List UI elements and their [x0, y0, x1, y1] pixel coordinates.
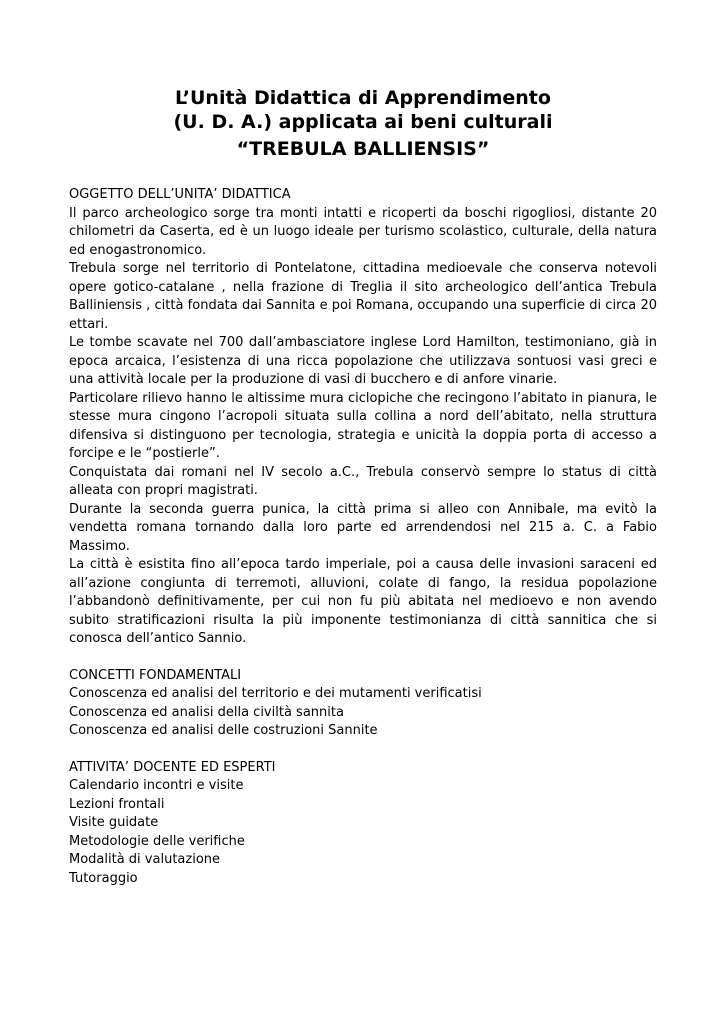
section-heading-concetti: CONCETTI FONDAMENTALI — [69, 667, 242, 683]
paragraph: La città è esistita fino all’epoca tardo imperiale, poi a causa delle invasioni saraceni ed all’azione congiunta di terremoti, alluvioni, colate di fango, la residua popolazione l’abbandonò definitivamente, per cui non fu più abitata nel medioevo e non avendo subito stratificazioni risulta la più imponente testimonianza di città sannitica che si conosca dell’antico Sannio. — [69, 557, 657, 646]
title-line-3: “TREBULA BALLIENSIS” — [236, 138, 490, 160]
list-item: Tutoraggio — [69, 870, 138, 886]
section-heading-oggetto: OGGETTO DELL’UNITA’ DIDATTICA — [69, 187, 291, 202]
section-heading-attivita: ATTIVITA’ DOCENTE ED ESPERTI — [69, 759, 276, 775]
list-item: Visite guidate — [69, 815, 159, 830]
section-oggetto — [69, 186, 657, 649]
paragraph: Durante la seconda guerra punica, la città prima si alleo con Annibale, ma evitò la vendetta romana tornando dalla loro parte ed arrendendosi nel 215 a. C. a Fabio Massimo. — [69, 501, 657, 554]
document-page — [69, 86, 657, 888]
concetti-list — [69, 685, 657, 741]
list-item: Conoscenza ed analisi delle costruzioni Sannite — [69, 723, 378, 738]
list-item: Modalità di valutazione — [69, 852, 221, 867]
list-item: Metodologie delle verifiche — [69, 833, 245, 849]
attivita-list — [69, 777, 657, 888]
section-attivita — [69, 759, 657, 889]
section-concetti — [69, 667, 657, 741]
paragraph: Particolare rilievo hanno le altissime mura ciclopiche che recingono l’abitato in pianura, le stesse mura cingono l’acropoli situata sulla collina a nord dell’abitato, nella struttura difensiva si distinguono per tecnologia, strategia e unicità la doppia porta di accesso a forcipe e le “postierle”. — [69, 390, 657, 461]
paragraph: Conquistata dai romani nel IV secolo a.C., Trebula conservò sempre lo status di città alleata con propri magistrati. — [69, 464, 657, 498]
paragraph: Le tombe scavate nel 700 dall’ambasciatore inglese Lord Hamilton, testimoniano, già in epoca arcaica, l’esistenza di una ricca popolazione che utilizzava sontuosi vasi greci e una attività locale per la produzione di vasi di bucchero e di anfore vinarie. — [69, 335, 657, 387]
list-item: Conoscenza ed analisi del territorio e dei mutamenti verificatisi — [69, 686, 482, 701]
title-line-2: (U. D. A.) applicata ai beni culturali — [173, 111, 553, 133]
paragraph: Trebula sorge nel territorio di Pontelatone, cittadina medioevale che conserva notevoli opere gotico-catalane , nella frazione di Treglia il sito archeologico dell’antica Trebula Balliniensis , città fondata dai Sannita e poi Romana, occupando una superficie di circa 20 ettari. — [69, 261, 657, 332]
paragraph: Il parco archeologico sorge tra monti intatti e ricoperti da boschi rigogliosi, distante 20 chilometri da Caserta, ed è un luogo ideale per turismo scolastico, culturale, della natura ed enogastronomico. — [69, 205, 657, 258]
document-title — [69, 86, 657, 161]
list-item: Conoscenza ed analisi della civiltà sannita — [69, 704, 344, 720]
title-line-1: L’Unità Didattica di Apprendimento — [175, 87, 551, 109]
list-item: Lezioni frontali — [69, 796, 165, 812]
list-item: Calendario incontri e visite — [69, 778, 244, 793]
